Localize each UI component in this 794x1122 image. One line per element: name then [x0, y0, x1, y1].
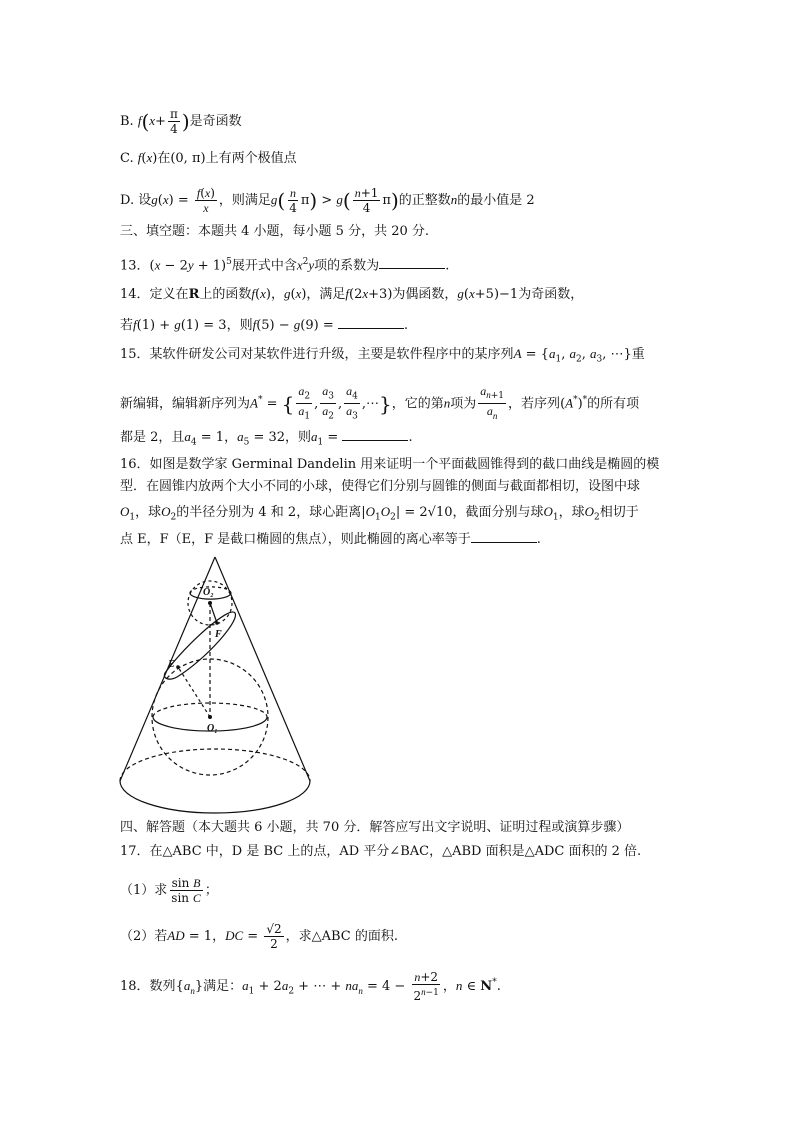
dandelin-spheres-figure — [115, 545, 315, 825]
option-b: B. f(x+ $\frac{\pi}{4}$ )是奇函数 — [120, 107, 242, 136]
question-14-line-1: 14．定义在R上的函数f(x)，g(x)，满足f(2x+3)为偶函数，g(x+5)−1为奇函数， — [120, 286, 584, 302]
question-13: 13．$(x - 2y + 1)^5$展开式中含$x^2y$项的系数为 . — [120, 252, 449, 276]
option-d: D. 设g(x) = $\frac{f(x)}{x}$ ，则满足g( $\frac{n}{4}$ π) > g( $\frac{n+1}{4}$ π)的正整数n的最小值是 2 — [120, 186, 535, 215]
question-16-line-3: $O_1$，球$O_2$的半径分别为 4 和 2，球心距离$|O_1O_2| = 2√10$，截面分别与球$O_1$，球$O_2$相切于 — [120, 504, 639, 523]
label-f: F — [215, 629, 222, 640]
question-18: 18．数列$\{a_n\}$满足：$a_1 + 2a_2$ + ⋯ + $na_n = 4$ − $\frac{n+2}{2^{n-1}}$ ，n ∈ N*. — [120, 970, 501, 1003]
question-17-part-1: （1）求 $\frac{\text{sin B}}{\text{sin C}}$ ； — [120, 876, 218, 905]
question-15-line-2: 新编辑，编辑新序列为A* = { $\frac{a_2}{a_1}$ , $\frac{a_3}{a_2}$ , $\frac{a_4}{a_3}$ ,⋯}，它的第n项为 $\frac{a_{n+1}}{a_n}$ ，若序列(A*)*的所有项 — [120, 384, 640, 422]
section-3-heading: 三、填空题：本题共 4 小题，每小题 5 分，共 20 分. — [120, 224, 430, 239]
question-16-line-2: 型．在圆锥内放两个大小不同的小球，使得它们分别与圆锥的侧面与截面都相切，设图中球 — [120, 479, 641, 494]
label-e: E — [168, 659, 175, 670]
option-c: C. f(x)在(0, π)上有两个极值点 — [120, 150, 297, 166]
question-16-line-1: 16．如图是数学家 Germinal Dandelin 用来证明一个平面截圆锥得到的截口曲线是椭圆的模 — [120, 457, 660, 472]
label-o2: O₂ — [203, 587, 214, 598]
section-4-heading: 四、解答题（本大题共 6 小题，共 70 分．解答应写出文字说明、证明过程或演算步骤） — [120, 820, 630, 835]
label-o1: O₁ — [207, 723, 218, 734]
question-15-line-3: 都是 2，且$a_4 = 1$，$a_5 = 32$，则$a_1$ = . — [120, 426, 413, 453]
question-17-part-2: （2）若AD = 1，DC = $\frac{√2}{2}$ ，求△ABC 的面积. — [120, 922, 398, 951]
question-17-line-1: 17．在△ABC 中，D 是 BC 上的点，AD 平分∠BAC，△ABD 面积是△ADC 面积的 2 倍. — [120, 844, 642, 859]
question-15-line-1: 15．某软件研发公司对某软件进行升级，主要是软件程序中的某序列$A = \{a_1$, $a_2$, $a_3$, ⋯}重 — [120, 346, 645, 365]
question-16-line-4: 点 E，F（E，F 是截口椭圆的焦点），则此椭圆的离心率等于 . — [120, 528, 541, 550]
question-14-line-2: 若f(1) + g(1) = 3，则f(5) − g(9) = . — [120, 314, 408, 336]
